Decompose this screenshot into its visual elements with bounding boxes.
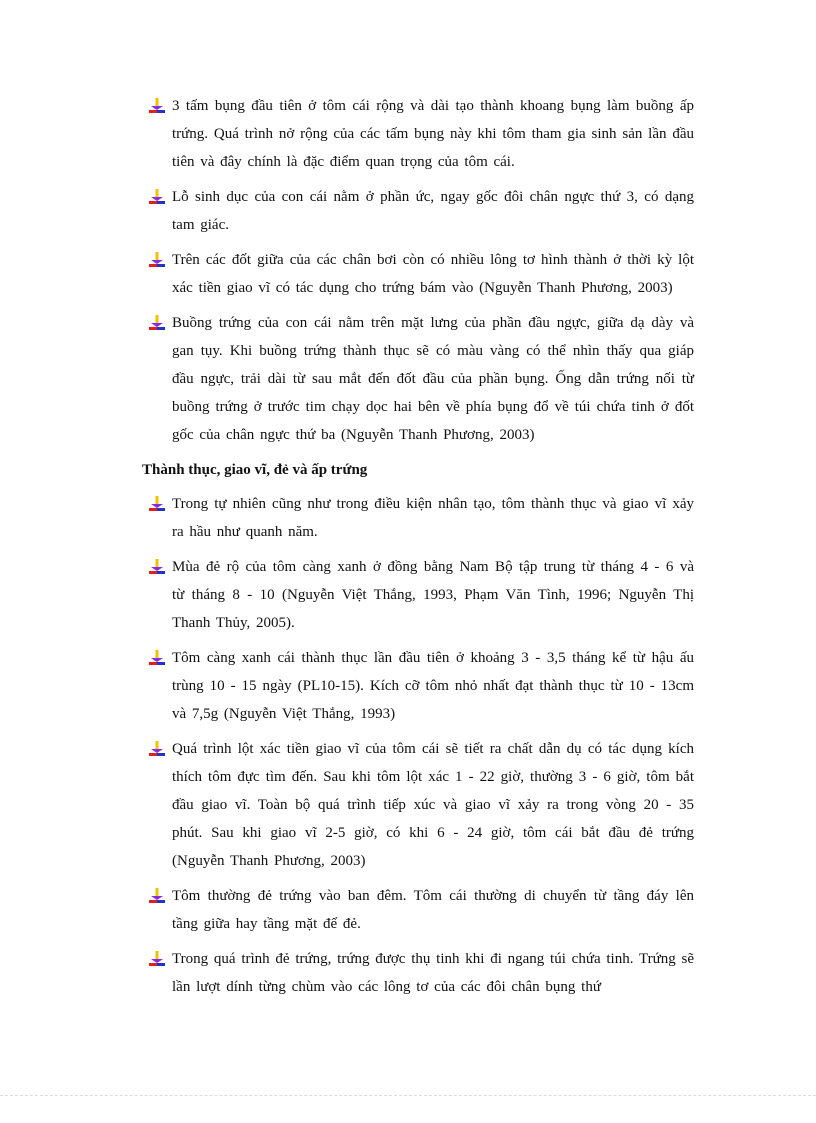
list-item-text: Quá trình lột xác tiền giao vĩ của tôm cái sẽ tiết ra chất dẫn dụ có tác dụng kích thích tôm đực tìm đến. Sau khi tôm lột xác 1 - 22 giờ, thường 3 - 6 giờ, tôm bắt đầu giao vĩ. Toàn bộ quá trình tiếp xúc và giao vĩ xảy ra trong vòng 20 - 35 phút. Sau khi giao vĩ 2-5 giờ, có khi 6 - 24 giờ, tôm cái bắt đầu đẻ trứng (Nguyễn Thanh Phương, 2003) xyxy=(172,741,694,869)
list-item-text: Trong quá trình đẻ trứng, trứng được thụ tinh khi đi ngang túi chứa tinh. Trứng sẽ lần lượt dính từng chùm vào các lông tơ của các đôi chân bụng thứ xyxy=(172,951,694,995)
list-item-text: Tôm càng xanh cái thành thục lần đầu tiên ở khoảng 3 - 3,5 tháng kể từ hậu ấu trùng 10 - 15 ngày (PL10-15). Kích cỡ tôm nhỏ nhất đạt thành thục từ 10 - 13cm và 7,5g (Nguyễn Việt Thắng, 1993) xyxy=(172,650,694,722)
arrow-bullet-icon xyxy=(148,950,166,968)
document-body xyxy=(144,92,694,1008)
list-item xyxy=(144,644,694,728)
list-item-text: 3 tấm bụng đầu tiên ở tôm cái rộng và dài tạo thành khoang bụng làm buồng ấp trứng. Quá trình nở rộng của các tấm bụng này khi tôm tham gia sinh sản lần đầu tiên và đây chính là đặc điểm quan trọng của tôm cái. xyxy=(172,98,694,170)
list-item xyxy=(144,92,694,176)
arrow-bullet-icon xyxy=(148,495,166,513)
arrow-bullet-icon xyxy=(148,314,166,332)
arrow-bullet-icon xyxy=(148,887,166,905)
page-edge-divider xyxy=(0,1095,816,1096)
list-item xyxy=(144,183,694,239)
section-heading: Thành thục, giao vĩ, đẻ và ấp trứng xyxy=(142,462,368,478)
list-item xyxy=(144,735,694,875)
list-item xyxy=(144,309,694,449)
list-item xyxy=(144,882,694,938)
arrow-bullet-icon xyxy=(148,558,166,576)
arrow-bullet-icon xyxy=(148,188,166,206)
list-item xyxy=(144,553,694,637)
arrow-bullet-icon xyxy=(148,740,166,758)
list-item-text: Buồng trứng của con cái nằm trên mặt lưng của phần đầu ngực, giữa dạ dày và gan tụy. Khi buồng trứng thành thục sẽ có màu vàng có thể nhìn thấy qua giáp đầu ngực, trải dài từ sau mắt đến đốt đầu của phần bụng. Ống dẫn trứng nối từ buồng trứng ở trước tim chạy dọc hai bên về phía bụng đổ về túi chứa tinh ở đốt gốc của chân ngực thứ ba (Nguyễn Thanh Phương, 2003) xyxy=(172,315,694,443)
arrow-bullet-icon xyxy=(148,97,166,115)
arrow-bullet-icon xyxy=(148,251,166,269)
list-item-text: Mùa đẻ rộ của tôm càng xanh ở đồng bằng Nam Bộ tập trung từ tháng 4 - 6 và từ tháng 8 - 10 (Nguyễn Việt Thắng, 1993, Phạm Văn Tình, 1996; Nguyễn Thị Thanh Thủy, 2005). xyxy=(172,559,694,631)
list-item-text: Trên các đốt giữa của các chân bơi còn có nhiều lông tơ hình thành ở thời kỳ lột xác tiền giao vĩ có tác dụng cho trứng bám vào (Nguyễn Thanh Phương, 2003) xyxy=(172,252,694,296)
list-item xyxy=(144,246,694,302)
arrow-bullet-icon xyxy=(148,649,166,667)
list-item xyxy=(144,945,694,1001)
list-item-text: Lỗ sinh dục của con cái nằm ở phần ức, ngay gốc đôi chân ngực thứ 3, có dạng tam giác. xyxy=(172,189,694,233)
list-item-text: Tôm thường đẻ trứng vào ban đêm. Tôm cái thường di chuyển từ tầng đáy lên tầng giữa hay tầng mặt để đẻ. xyxy=(172,888,694,932)
list-item-text: Trong tự nhiên cũng như trong điều kiện nhân tạo, tôm thành thục và giao vĩ xảy ra hầu như quanh năm. xyxy=(172,496,694,540)
list-item xyxy=(144,490,694,546)
